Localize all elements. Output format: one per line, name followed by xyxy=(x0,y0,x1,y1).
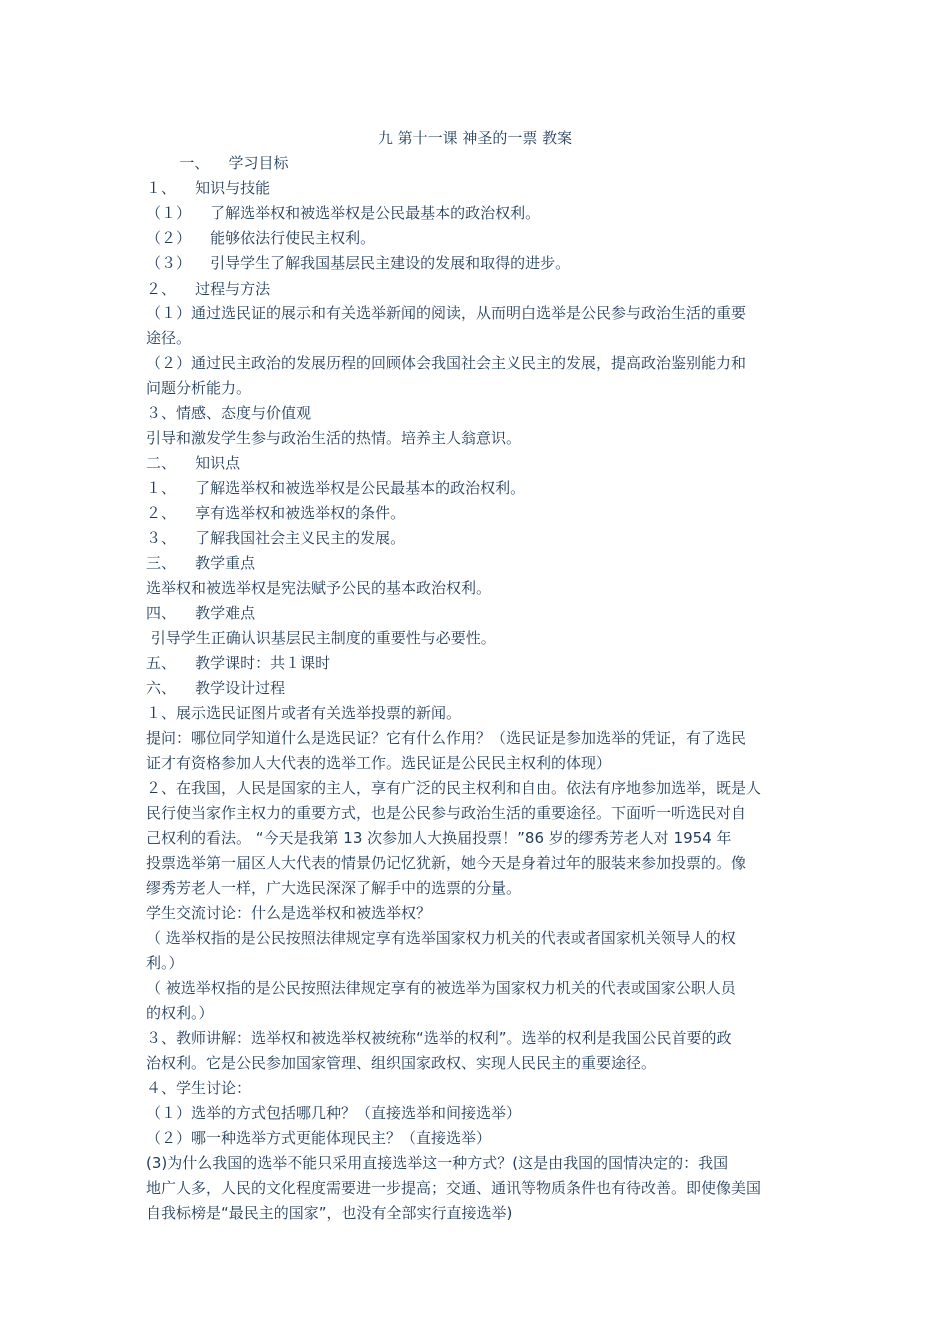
document-line: ３、 了解我国社会主义民主的发展。 xyxy=(146,529,406,547)
document-line: 途径。 xyxy=(146,329,192,347)
document-line: 学生交流讨论：什么是选举权和被选举权？ xyxy=(146,904,432,922)
document-line: 选举权和被选举权是宪法赋予公民的基本政治权利。 xyxy=(146,579,492,597)
document-line: （２）通过民主政治的发展历程的回顾体会我国社会主义民主的发展，提高政治鉴别能力和 xyxy=(146,354,747,372)
document-line: １、 知识与技能 xyxy=(146,179,271,197)
document-line: 自我标榜是“最民主的国家”，也没有全部实行直接选举) xyxy=(146,1204,513,1222)
document-line: 三、 教学重点 xyxy=(146,554,256,572)
document-line: （１）通过选民证的展示和有关选举新闻的阅读，从而明白选举是公民参与政治生活的重要 xyxy=(146,304,747,322)
document-line: 利。） xyxy=(146,954,184,972)
document-line: ３、情感、态度与价值观 xyxy=(146,404,312,422)
document-line: 四、 教学难点 xyxy=(146,604,256,622)
document-line: （２）哪一种选举方式更能体现民主？（直接选举） xyxy=(146,1129,492,1147)
document-line: （ 被选举权指的是公民按照法律规定享有的被选举为国家权力机关的代表或国家公职人员 xyxy=(146,979,736,997)
document-line: ２、 过程与方法 xyxy=(146,280,271,298)
document-line: (3)为什么我国的选举不能只采用直接选举这一种方式？(这是由我国的国情决定的：我国 xyxy=(146,1154,729,1172)
document-line: （２） 能够依法行使民主权利。 xyxy=(146,229,376,247)
document-line: （１）选举的方式包括哪几种？（直接选举和间接选举） xyxy=(146,1104,522,1122)
document-line: 民行使当家作主权力的重要方式，也是公民参与政治生活的重要途径。下面听一听选民对自 xyxy=(146,804,747,822)
document-line: ２、 享有选举权和被选举权的条件。 xyxy=(146,504,406,522)
document-line: （１） 了解选举权和被选举权是公民最基本的政治权利。 xyxy=(146,204,541,222)
document-line: １、 了解选举权和被选举权是公民最基本的政治权利。 xyxy=(146,479,526,497)
document-line: 提问：哪位同学知道什么是选民证？它有什么作用？（选民证是参加选举的凭证，有了选民 xyxy=(146,729,747,747)
document-line: 缪秀芳老人一样，广大选民深深了解手中的选票的分量。 xyxy=(146,879,522,897)
document-line: 的权利。） xyxy=(146,1004,214,1022)
document-line: １、展示选民证图片或者有关选举投票的新闻。 xyxy=(146,704,462,722)
document-line: 二、 知识点 xyxy=(146,454,241,472)
document-line: ２、在我国，人民是国家的主人，享有广泛的民主权利和自由。依法有序地参加选举，既是人 xyxy=(146,779,762,797)
document-line: 证才有资格参加人大代表的选举工作。选民证是公民民主权利的体现） xyxy=(146,754,612,772)
document-line: 五、 教学课时：共１课时 xyxy=(146,654,331,672)
document-line: 地广人多，人民的文化程度需要进一步提高；交通、通讯等物质条件也有待改善。即使像美国 xyxy=(146,1179,762,1197)
document-line: 己权利的看法。 “今天是我第 13 次参加人大换届投票！”86 岁的缪秀芳老人对 1954 年 xyxy=(146,829,732,847)
document-line: 治权利。它是公民参加国家管理、组织国家政权、实现人民民主的重要途径。 xyxy=(146,1054,657,1072)
document-line: （３） 引导学生了解我国基层民主建设的发展和取得的进步。 xyxy=(146,254,571,272)
document-line: 一、 学习目标 xyxy=(146,154,289,172)
document-line: 问题分析能力。 xyxy=(146,379,252,397)
document-line: ４、学生讨论： xyxy=(146,1079,252,1097)
document-line: ３、教师讲解：选举权和被选举权被统称“选举的权利”。选举的权利是我国公民首要的政 xyxy=(146,1029,732,1047)
document-line: 投票选举第一届区人大代表的情景仍记忆犹新，她今天是身着过年的服装来参加投票的。像 xyxy=(146,854,747,872)
document-title: 九 第十一课 神圣的一票 教案 xyxy=(377,129,573,147)
document-line: 六、 教学设计过程 xyxy=(146,679,286,697)
document-line: 引导和激发学生参与政治生活的热情。培养主人翁意识。 xyxy=(146,429,522,447)
document-line: （ 选举权指的是公民按照法律规定享有选举国家权力机关的代表或者国家机关领导人的权 xyxy=(146,929,736,947)
document-line: 引导学生正确认识基层民主制度的重要性与必要性。 xyxy=(146,629,496,647)
